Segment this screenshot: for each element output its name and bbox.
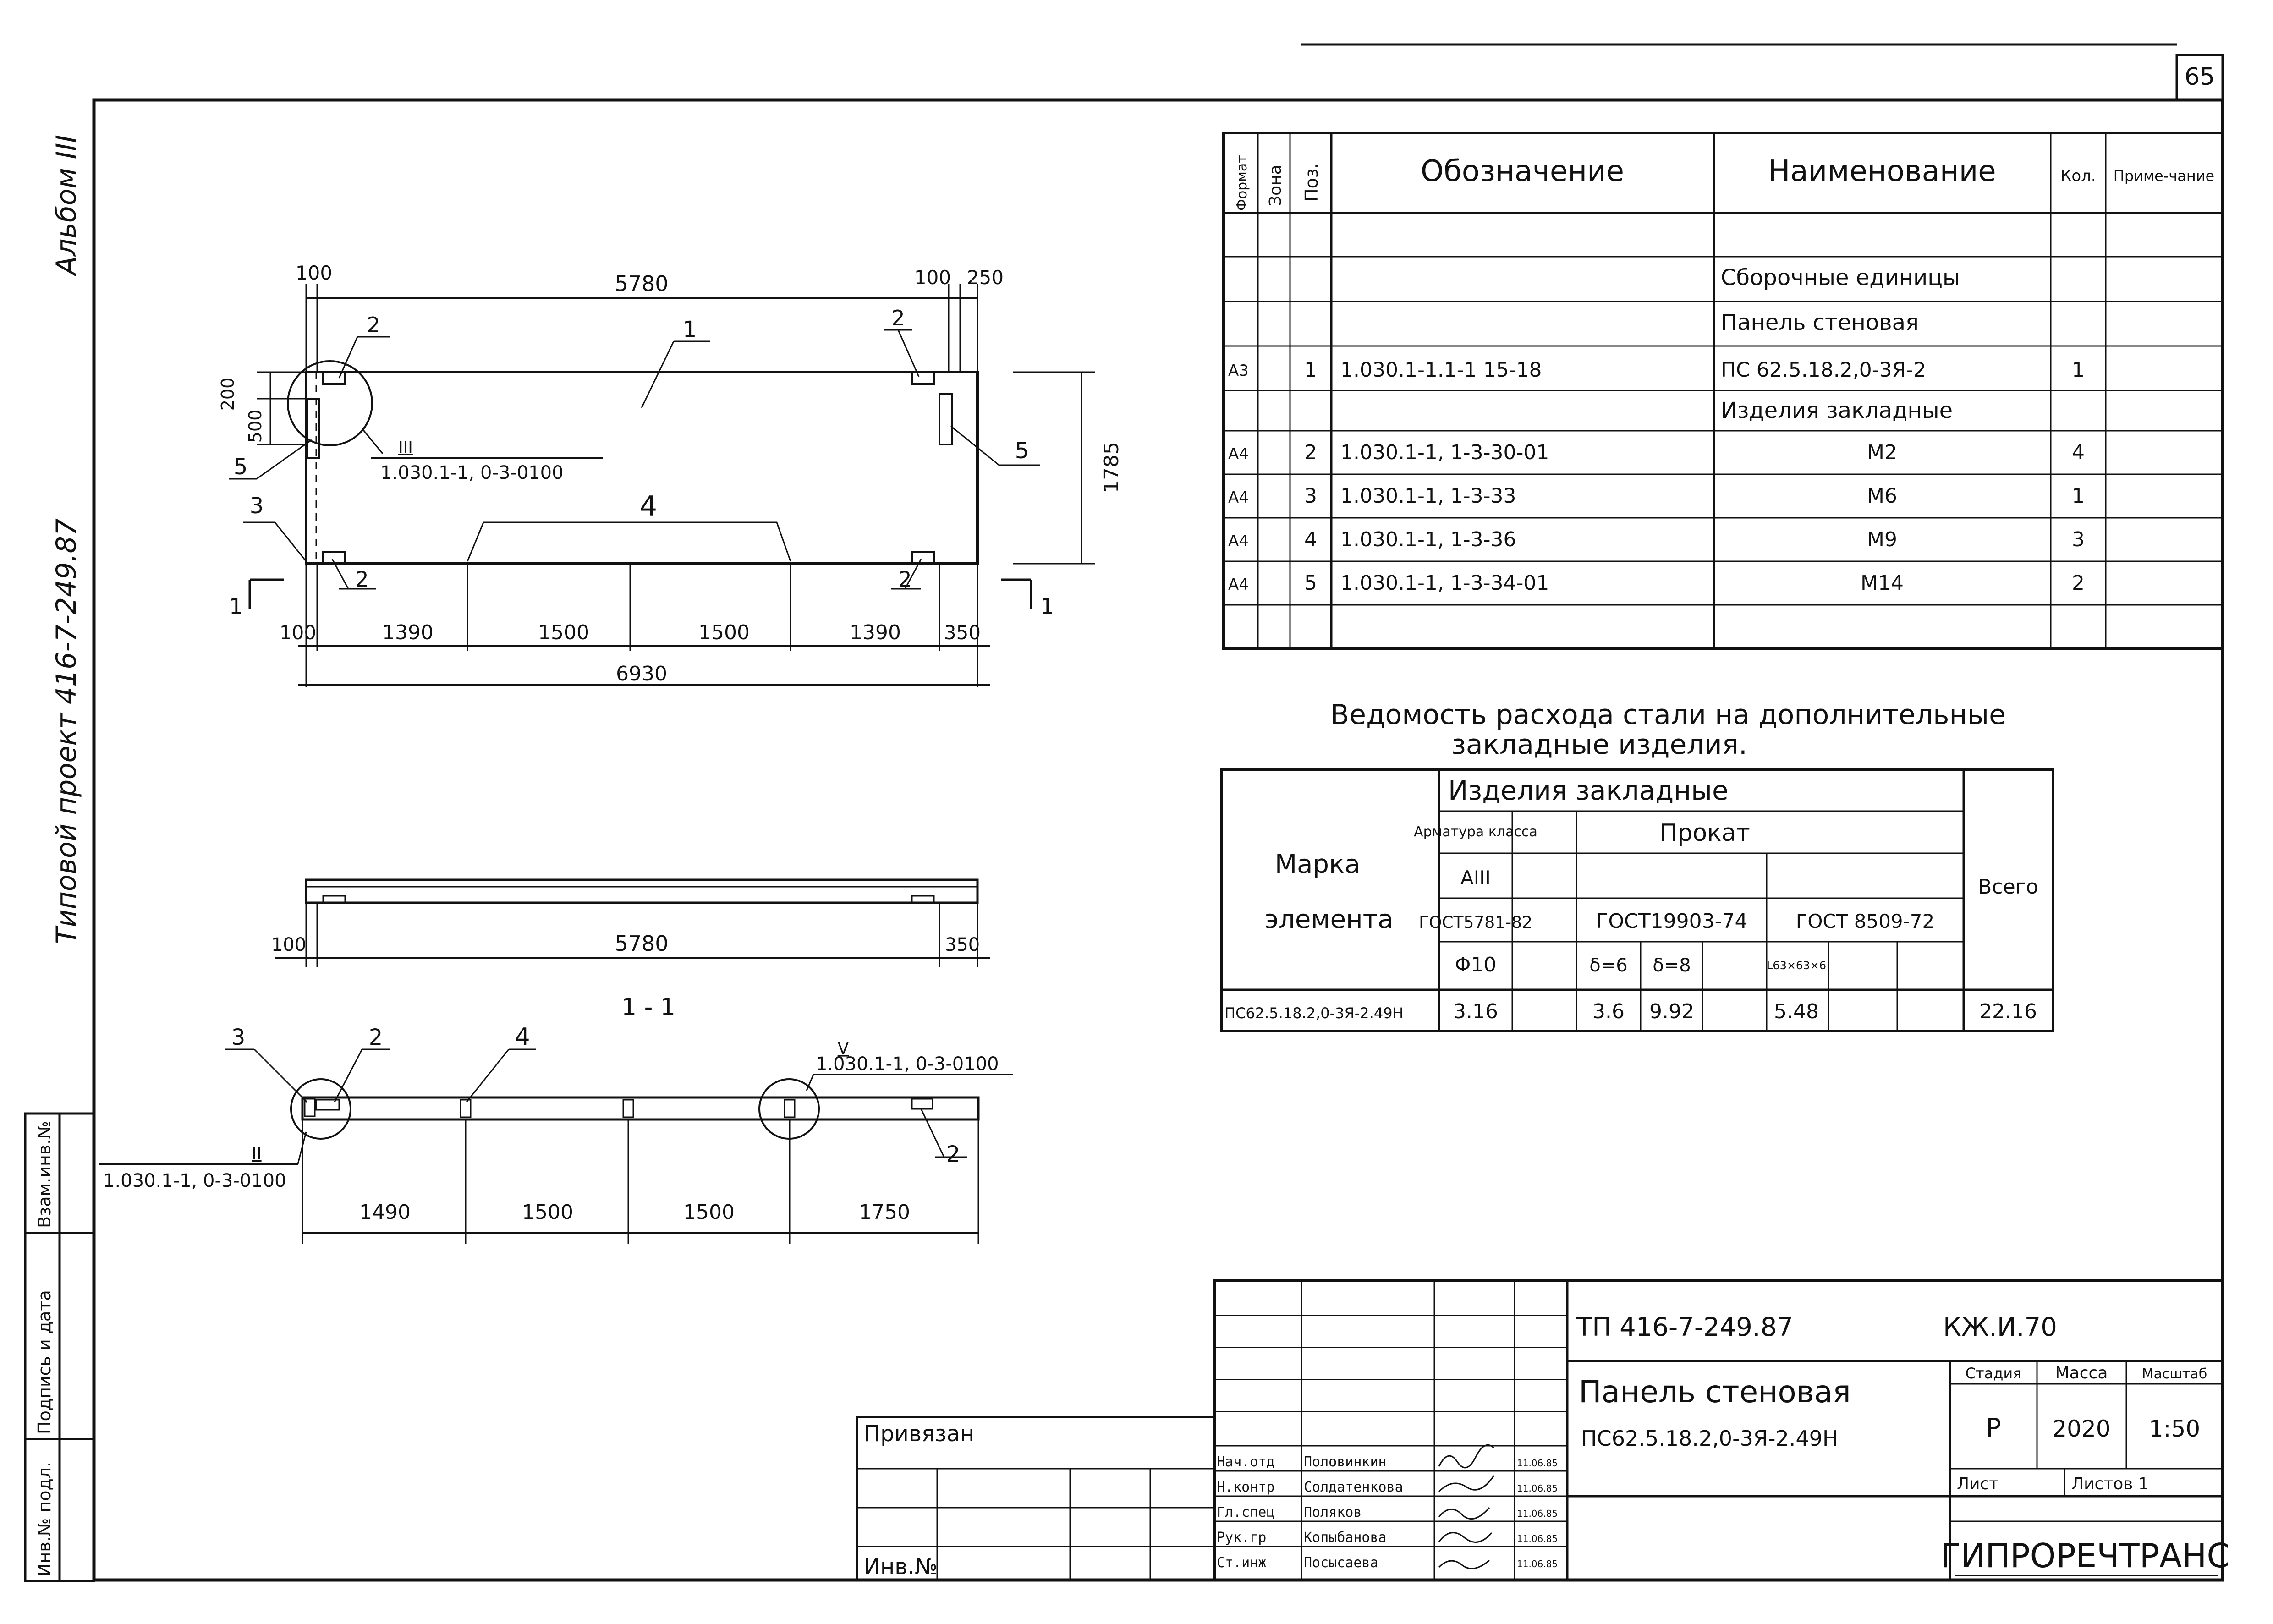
section-dim-1490: 1490 bbox=[359, 1201, 411, 1224]
steel-group-header: Изделия закладные bbox=[1448, 775, 1729, 806]
staff-date: 11.06.85 bbox=[1517, 1533, 1558, 1544]
steel-row-mark: ПС62.5.18.2,0-3Я-2.49Н bbox=[1224, 1004, 1404, 1022]
dim-bottom-350: 350 bbox=[944, 621, 981, 644]
spec-row-qty: 1 bbox=[2072, 358, 2085, 382]
sheet-code: КЖ.И.70 bbox=[1943, 1312, 2057, 1342]
steel-angle: L63×63×6 bbox=[1767, 959, 1826, 972]
spec-header-qty: Кол. bbox=[2060, 167, 2096, 185]
spec-row-group-embedded: Изделия закладные bbox=[1721, 398, 1953, 423]
callout-1: 1 bbox=[682, 317, 697, 342]
title-block bbox=[857, 1281, 2230, 1580]
section-dim-1750: 1750 bbox=[859, 1201, 910, 1224]
left-margin bbox=[25, 135, 94, 1581]
specification-table bbox=[1224, 133, 2223, 648]
spec-header-name: Наименование bbox=[1768, 154, 1996, 188]
spec-row-designation: 1.030.1-1.1-1 15-18 bbox=[1340, 358, 1542, 382]
steel-marka-line2: элемента bbox=[1264, 905, 1394, 934]
dim-total-6930: 6930 bbox=[616, 662, 667, 686]
callout-2-bottom-left: 2 bbox=[355, 567, 369, 592]
dim-top-250: 250 bbox=[966, 266, 1004, 289]
spec-row-format: А4 bbox=[1228, 532, 1249, 550]
steel-vsego-header: Всего bbox=[1978, 875, 2038, 899]
steel-title-line2: закладные изделия. bbox=[1451, 729, 1747, 761]
dim-top-100-left: 100 bbox=[295, 262, 333, 284]
section-callout-3: 3 bbox=[231, 1025, 246, 1050]
steel-row-s8: 9.92 bbox=[1649, 1000, 1694, 1023]
staff-date: 11.06.85 bbox=[1517, 1508, 1558, 1519]
section-callout-2-right: 2 bbox=[946, 1141, 961, 1167]
spec-header-format: Формат bbox=[1234, 155, 1250, 211]
node-v-number: V bbox=[837, 1039, 849, 1058]
inv-label: Инв.№ bbox=[864, 1554, 938, 1580]
spec-row-designation: 1.030.1-1, 1-3-30-01 bbox=[1340, 441, 1549, 464]
privyazan-label: Привязан bbox=[864, 1421, 975, 1447]
spec-row-pos: 3 bbox=[1304, 484, 1317, 508]
steel-gost2: ГОСТ19903-74 bbox=[1596, 910, 1748, 933]
steel-gost3: ГОСТ 8509-72 bbox=[1795, 910, 1935, 933]
spec-header-zone: Зона bbox=[1266, 165, 1285, 206]
spec-row-name: М6 bbox=[1867, 484, 1897, 508]
steel-s6: δ=6 bbox=[1589, 955, 1628, 976]
spec-row-designation: 1.030.1-1, 1-3-33 bbox=[1340, 484, 1516, 508]
spec-row-pos: 2 bbox=[1304, 441, 1317, 464]
dim-top-5780: 5780 bbox=[615, 271, 669, 296]
mass-value: 2020 bbox=[2052, 1416, 2111, 1442]
doc-name-line1: Панель стеновая bbox=[1579, 1374, 1851, 1410]
steel-title-line1: Ведомость расхода стали на дополнительные bbox=[1330, 699, 2006, 731]
steel-class-a3: АIII bbox=[1460, 867, 1491, 889]
stage-value: Р bbox=[1986, 1413, 2001, 1443]
section-mark-left: 1 bbox=[229, 594, 243, 620]
stamp-label-vzam: Взам.инв.№ bbox=[34, 1121, 55, 1228]
staff-role: Рук.гр bbox=[1217, 1530, 1267, 1546]
elev-dim-100: 100 bbox=[271, 934, 307, 955]
signature-2 bbox=[1439, 1476, 1494, 1492]
spec-row-pos: 4 bbox=[1304, 528, 1317, 551]
spec-row-designation: 1.030.1-1, 1-3-34-01 bbox=[1340, 571, 1549, 595]
spec-row-name: М14 bbox=[1861, 571, 1904, 595]
steel-armatura-header: Арматура класса bbox=[1414, 824, 1537, 840]
steel-prokat-header: Прокат bbox=[1659, 819, 1750, 847]
staff-date: 11.06.85 bbox=[1517, 1558, 1558, 1569]
project-label: Типовой проект 416-7-249.87 bbox=[50, 518, 82, 944]
callout-5-left: 5 bbox=[233, 454, 248, 480]
section-1-1 bbox=[99, 993, 1013, 1244]
spec-row-format: А3 bbox=[1228, 362, 1249, 380]
spec-row-name: М9 bbox=[1867, 528, 1897, 551]
dim-right-1785: 1785 bbox=[1100, 442, 1123, 493]
spec-row-pos: 1 bbox=[1304, 358, 1317, 382]
dim-left-500: 500 bbox=[245, 409, 265, 443]
dim-left-200: 200 bbox=[218, 377, 238, 411]
node-iii-doc: 1.030.1-1, 0-3-0100 bbox=[380, 462, 564, 483]
signature-3 bbox=[1439, 1508, 1489, 1519]
steel-d10: Φ10 bbox=[1455, 953, 1497, 977]
staff-role: Н.контр bbox=[1217, 1479, 1275, 1495]
list-header: Лист bbox=[1957, 1475, 1999, 1493]
plan-view bbox=[218, 262, 1123, 687]
mass-header: Масса bbox=[2055, 1364, 2108, 1383]
steel-gost1: ГОСТ5781-82 bbox=[1419, 913, 1532, 932]
spec-row-group-assembly: Сборочные единицы bbox=[1721, 265, 1960, 291]
staff-role: Нач.отд bbox=[1217, 1454, 1275, 1470]
callout-2-top-right: 2 bbox=[891, 306, 905, 330]
steel-s8: δ=8 bbox=[1653, 955, 1691, 976]
steel-row-angle: 5.48 bbox=[1774, 1000, 1819, 1023]
steel-table bbox=[1221, 699, 2053, 1031]
callout-4: 4 bbox=[639, 490, 658, 522]
dim-bottom-100: 100 bbox=[279, 621, 317, 644]
stamp-label-podpis: Подпись и дата bbox=[34, 1290, 55, 1434]
staff-name: Копыбанова bbox=[1304, 1530, 1387, 1546]
staff-date: 11.06.85 bbox=[1517, 1458, 1558, 1469]
steel-marka-line1: Марка bbox=[1274, 850, 1361, 879]
node-v-doc: 1.030.1-1, 0-3-0100 bbox=[816, 1053, 999, 1075]
spec-row-format: А4 bbox=[1228, 576, 1249, 594]
spec-row-group-panel: Панель стеновая bbox=[1721, 310, 1919, 335]
staff-name: Половинкин bbox=[1304, 1454, 1387, 1470]
staff-name: Посысаева bbox=[1304, 1555, 1378, 1571]
staff-role: Ст.инж bbox=[1217, 1555, 1267, 1571]
spec-row-designation: 1.030.1-1, 1-3-36 bbox=[1340, 528, 1516, 551]
section-dim-1500-b: 1500 bbox=[683, 1201, 735, 1224]
dim-bottom-1500-right: 1500 bbox=[698, 621, 750, 644]
section-title: 1 - 1 bbox=[621, 993, 675, 1021]
spec-header-pos: Поз. bbox=[1301, 163, 1322, 202]
doc-name-line2: ПС62.5.18.2,0-3Я-2.49Н bbox=[1581, 1426, 1839, 1451]
sheet-number: 65 bbox=[2184, 63, 2215, 91]
staff-date: 11.06.85 bbox=[1517, 1483, 1558, 1494]
steel-row-total: 22.16 bbox=[1979, 1000, 2037, 1023]
elev-dim-5780: 5780 bbox=[615, 931, 669, 956]
callout-5-right: 5 bbox=[1015, 438, 1029, 464]
section-callout-4: 4 bbox=[515, 1023, 530, 1051]
spec-row-format: А4 bbox=[1228, 488, 1249, 507]
album-label: Альбом III bbox=[50, 135, 82, 275]
spec-row-qty: 3 bbox=[2072, 528, 2085, 551]
spec-row-qty: 4 bbox=[2072, 441, 2085, 464]
section-dim-1500-a: 1500 bbox=[522, 1201, 573, 1224]
dim-top-100-right: 100 bbox=[914, 266, 951, 289]
spec-row-pos: 5 bbox=[1304, 571, 1317, 595]
staff-name: Солдатенкова bbox=[1304, 1479, 1403, 1495]
spec-row-name: М2 bbox=[1867, 441, 1897, 464]
project-code: ТП 416-7-249.87 bbox=[1576, 1312, 1793, 1342]
spec-row-qty: 2 bbox=[2072, 571, 2085, 595]
section-callout-2-left: 2 bbox=[368, 1025, 383, 1050]
stamp-label-inv: Инв.№ подл. bbox=[34, 1461, 55, 1576]
node-iii-number: III bbox=[398, 438, 413, 457]
dim-bottom-1390-left: 1390 bbox=[382, 621, 434, 644]
callout-2-top-left: 2 bbox=[367, 313, 380, 337]
callout-3: 3 bbox=[249, 493, 264, 519]
organization-name: ГИПРОРЕЧТРАНС bbox=[1940, 1536, 2230, 1575]
spec-row-format: А4 bbox=[1228, 445, 1249, 463]
elevation-view bbox=[271, 880, 990, 967]
signature-5 bbox=[1439, 1560, 1489, 1569]
stage-header: Стадия bbox=[1965, 1365, 2022, 1382]
staff-role: Гл.спец bbox=[1217, 1504, 1275, 1520]
listov-header: Листов 1 bbox=[2071, 1475, 2149, 1493]
spec-row-name: ПС 62.5.18.2,0-3Я-2 bbox=[1721, 358, 1927, 382]
scale-value: 1:50 bbox=[2148, 1416, 2201, 1442]
elev-dim-350: 350 bbox=[944, 934, 980, 955]
section-mark-right: 1 bbox=[1040, 594, 1054, 620]
node-circle-iii bbox=[288, 361, 372, 445]
signature-1 bbox=[1439, 1445, 1494, 1468]
steel-row-d10: 3.16 bbox=[1453, 1000, 1498, 1023]
staff-name: Поляков bbox=[1304, 1504, 1362, 1520]
spec-header-note: Приме-чание bbox=[2113, 167, 2215, 185]
scale-header: Масштаб bbox=[2141, 1366, 2207, 1382]
steel-row-s6: 3.6 bbox=[1592, 1000, 1625, 1023]
node-ii-number: II bbox=[252, 1145, 262, 1163]
spec-header-designation: Обозначение bbox=[1420, 154, 1625, 188]
dim-bottom-1500-left: 1500 bbox=[538, 621, 589, 644]
dim-bottom-1390-right: 1390 bbox=[850, 621, 901, 644]
node-ii-doc: 1.030.1-1, 0-3-0100 bbox=[103, 1170, 286, 1191]
callout-2-bottom-right: 2 bbox=[898, 567, 912, 592]
signature-4 bbox=[1439, 1533, 1492, 1542]
spec-row-qty: 1 bbox=[2072, 484, 2085, 508]
